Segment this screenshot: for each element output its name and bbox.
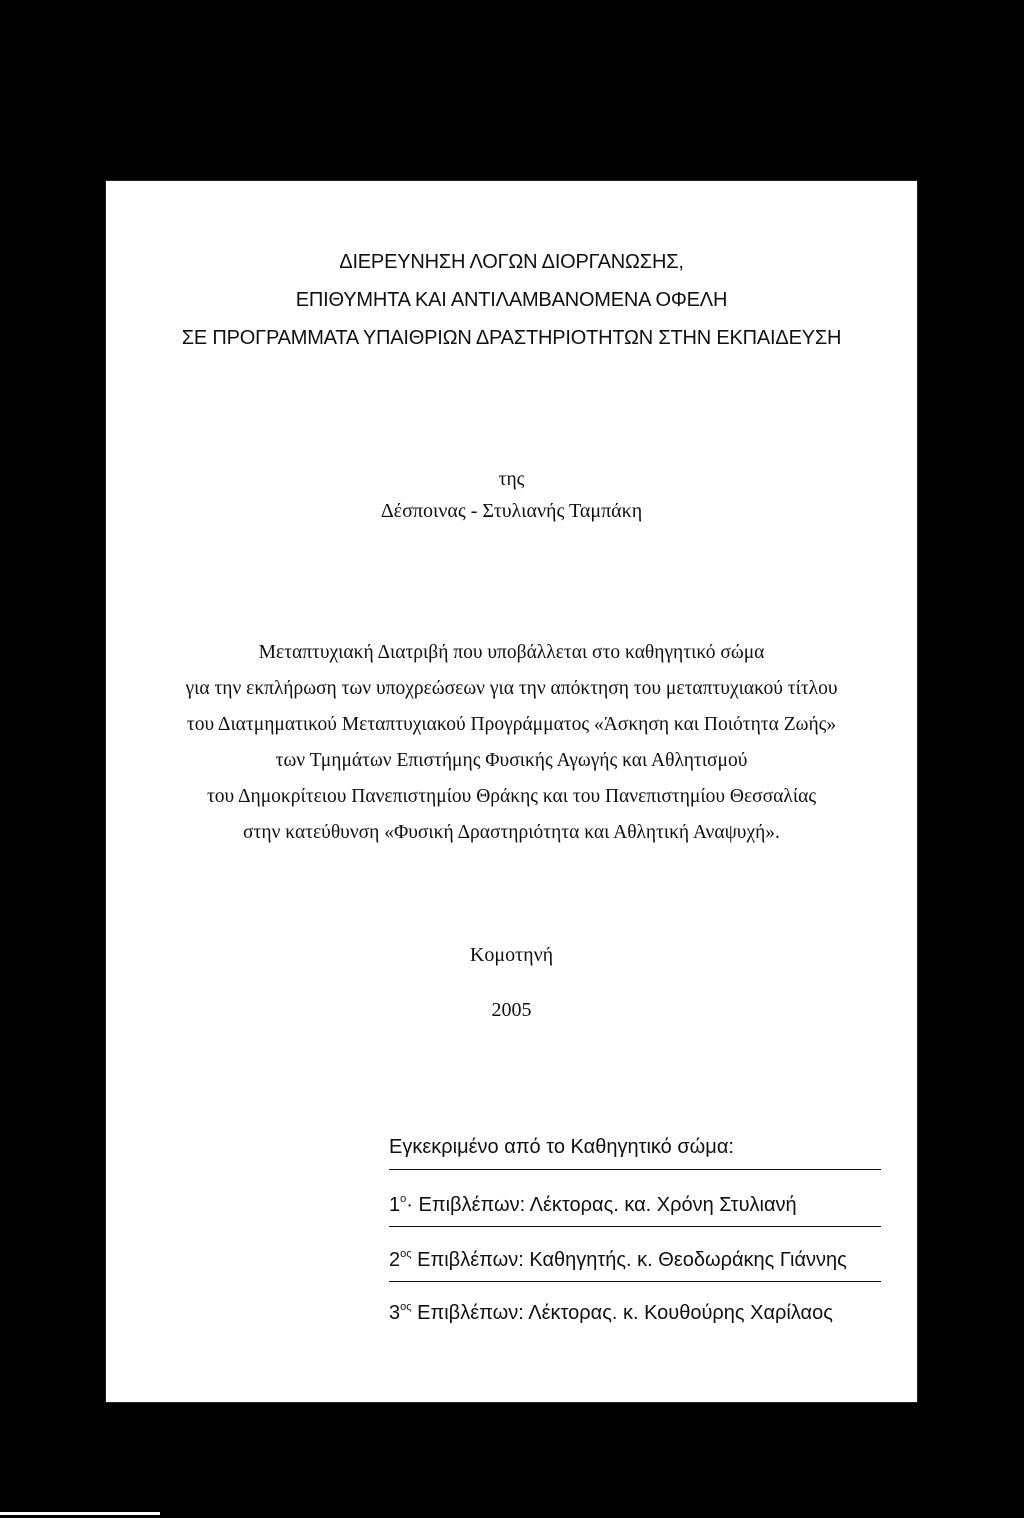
row-separator: · — [406, 1194, 413, 1216]
approval-row-3 — [389, 1301, 881, 1334]
title-line-3: ΣΕ ΠΡΟΓΡΑΜΜΑΤΑ ΥΠΑΙΘΡΙΩΝ ΔΡΑΣΤΗΡΙΟΤΗΤΩΝ ΣΤΗΝ ΕΚΠΑΙΔΕΥΣΗ — [181, 327, 842, 349]
title-line-2: ΕΠΙΘΥΜΗΤΑ ΚΑΙ ΑΝΤΙΛΑΜΒΑΝΟΜΕΝΑ ΟΦΕΛΗ — [295, 289, 728, 311]
year: 2005 — [491, 999, 532, 1021]
row-text: Επιβλέπων: Λέκτορας. κ. Κουθούρης Χαρίλαος — [411, 1302, 833, 1324]
approval-heading: Εγκεκριμένο από το Καθηγητικό σώμα: — [389, 1136, 881, 1170]
row-ordinal: ος — [400, 1301, 412, 1313]
description-line-3: του Διατμηματικού Μεταπτυχιακού Προγράμματος «Άσκηση και Ποιότητα Ζωής» — [186, 714, 837, 735]
document-page — [105, 180, 918, 1403]
row-number: 3 — [389, 1302, 401, 1324]
bottom-edge-mark — [0, 1512, 160, 1515]
title-line-1: ΔΙΕΡΕΥΝΗΣΗ ΛΟΓΩΝ ΔΙΟΡΓΑΝΩΣΗΣ, — [339, 251, 684, 273]
approval-row-2 — [389, 1248, 881, 1282]
row-number: 1 — [389, 1194, 401, 1216]
row-ordinal: ος — [400, 1248, 412, 1260]
description-line-2: για την εκπλήρωση των υποχρεώσεων για την απόκτηση του μεταπτυχιακού τίτλου — [185, 678, 838, 699]
row-ordinal: ο — [400, 1193, 407, 1205]
row-text: Επιβλέπων: Καθηγητής. κ. Θεοδωράκης Γιάννης — [411, 1249, 847, 1271]
description-line-5: του Δημοκρίτειου Πανεπιστημίου Θράκης και του Πανεπιστημίου Θεσσαλίας — [206, 786, 817, 807]
description-line-1: Μεταπτυχιακή Διατριβή που υποβάλλεται στο καθηγητικό σώμα — [258, 642, 765, 663]
description-line-6: στην κατεύθυνση «Φυσική Δραστηριότητα και Αθλητική Αναψυχή». — [243, 822, 780, 843]
author-prefix: της — [498, 469, 525, 490]
place: Κομοτηνή — [469, 944, 554, 966]
row-text: Επιβλέπων: Λέκτορας. κα. Χρόνη Στυλιανή — [412, 1194, 797, 1216]
author-name: Δέσποινας - Στυλιανής Ταμπάκη — [380, 500, 643, 522]
approval-row-1 — [389, 1193, 881, 1227]
description-line-4: των Τμημάτων Επιστήμης Φυσικής Αγωγής και Αθλητισμού — [275, 750, 748, 771]
row-number: 2 — [389, 1249, 401, 1271]
